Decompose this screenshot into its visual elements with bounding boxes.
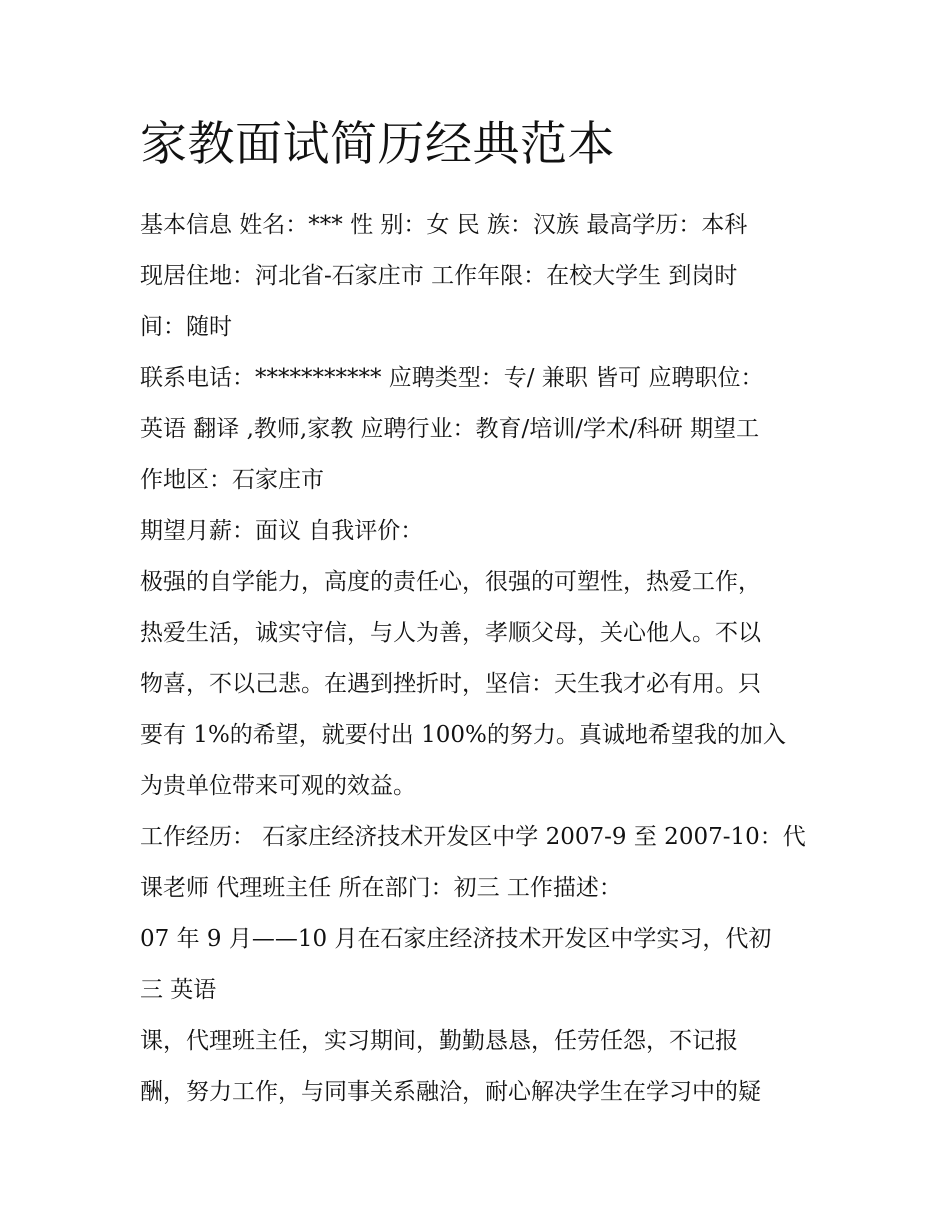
paragraph-internship xyxy=(140,914,820,1016)
text-line: 期望月薪：面议 自我评价： xyxy=(140,518,424,544)
paragraph-work-experience xyxy=(140,812,820,914)
text-line: 联系电话：*********** 应聘类型：专/ 兼职 皆可 应聘职位： xyxy=(140,365,764,391)
text-line: 要有 1%的希望，就要付出 100%的努力。真诚地希望我的加入 xyxy=(140,722,786,748)
text-line: 极强的自学能力，高度的责任心，很强的可塑性，热爱工作， xyxy=(140,569,761,595)
text-line: 英语 翻译 ,教师,家教 应聘行业：教育/培训/学术/科研 期望工 xyxy=(140,416,760,442)
page-title: 家教面试简历经典范本 xyxy=(140,117,615,172)
paragraph-self-evaluation xyxy=(140,557,820,812)
text-line: 三 英语 xyxy=(140,977,217,1003)
paragraph-contact-info xyxy=(140,353,820,506)
document-body xyxy=(140,112,820,1118)
text-line: 课，代理班主任，实习期间，勤勤恳恳，任劳任怨，不记报 xyxy=(140,1028,738,1054)
text-line: 物喜，不以己悲。在遇到挫折时，坚信：天生我才必有用。只 xyxy=(140,671,761,697)
paragraph-salary-self-eval xyxy=(140,506,820,557)
text-line: 基本信息 姓名：*** 性 别：女 民 族：汉族 最高学历：本科 xyxy=(140,212,748,238)
text-line: 酬，努力工作，与同事关系融洽，耐心解决学生在学习中的疑 xyxy=(140,1079,761,1105)
text-line: 为贵单位带来可观的效益。 xyxy=(140,773,416,799)
text-line: 07 年 9 月——10 月在石家庄经济技术开发区中学实习，代初 xyxy=(140,926,772,952)
text-line: 课老师 代理班主任 所在部门：初三 工作描述： xyxy=(140,875,622,901)
paragraph-basic-info xyxy=(140,200,820,353)
text-line: 现居住地：河北省-石家庄市 工作年限：在校大学生 到岗时 xyxy=(140,263,738,289)
text-line: 间：随时 xyxy=(140,314,232,340)
text-line: 热爱生活，诚实守信，与人为善，孝顺父母，关心他人。不以 xyxy=(140,620,761,646)
paragraph-internship-details xyxy=(140,1016,820,1118)
text-line: 作地区：石家庄市 xyxy=(140,467,324,493)
text-line: 工作经历： 石家庄经济技术开发区中学 2007-9 至 2007-10：代 xyxy=(140,824,806,850)
